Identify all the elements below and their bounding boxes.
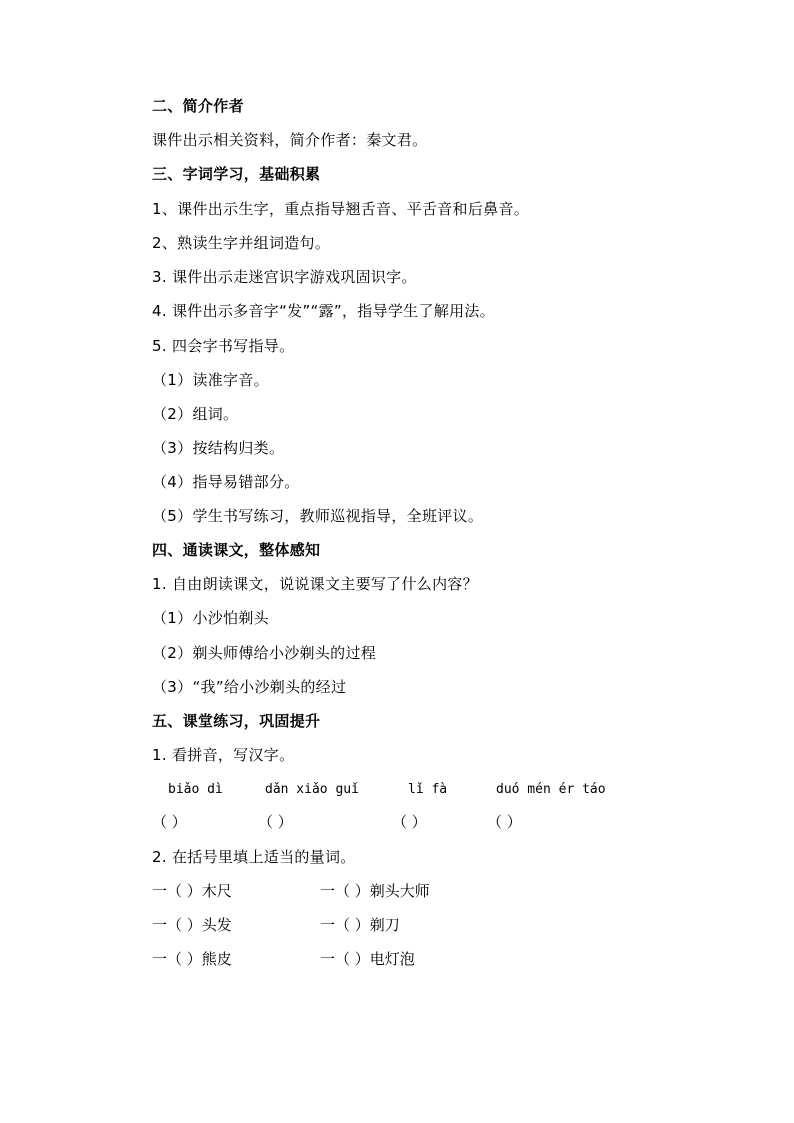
pinyin-word: biǎo dì xyxy=(168,782,223,797)
section-3-subitem: （4）指导易错部分。 xyxy=(152,473,300,491)
measure-word-item: 一（ ）熊皮 xyxy=(152,950,232,968)
section-3-subitem: （5）学生书写练习，教师巡视指导，全班评议。 xyxy=(152,507,484,525)
section-4-title: 四、通读课文，整体感知 xyxy=(152,541,321,559)
answer-blank: （ ） xyxy=(258,813,293,831)
section-3-subitem: （1）读准字音。 xyxy=(152,371,269,389)
section-3-item: 1、课件出示生字，重点指导翘舌音、平舌音和后鼻音。 xyxy=(152,200,530,218)
section-2-title: 二、简介作者 xyxy=(152,97,244,115)
section-3-item: 5. 四会字书写指导。 xyxy=(152,337,295,355)
exercise-2-prompt: 2. 在括号里填上适当的量词。 xyxy=(152,848,356,866)
pinyin-word: duó mén ér táo xyxy=(496,782,606,797)
section-5-title: 五、课堂练习，巩固提升 xyxy=(152,712,321,730)
section-3-item: 4. 课件出示多音字“发”“露”，指导学生了解用法。 xyxy=(152,302,495,320)
section-4-subitem: （1）小沙怕剃头 xyxy=(152,609,269,627)
measure-word-item: 一（ ）电灯泡 xyxy=(320,950,415,968)
measure-word-item: 一（ ）剃刀 xyxy=(320,916,400,934)
section-3-subitem: （3）按结构归类。 xyxy=(152,439,285,457)
section-3-item: 2、熟读生字并组词造句。 xyxy=(152,234,331,252)
answer-blank: （ ） xyxy=(392,813,427,831)
section-4-subitem: （3）“我”给小沙剃头的经过 xyxy=(152,678,347,696)
measure-word-item: 一（ ）剃头大师 xyxy=(320,882,430,900)
pinyin-word: lǐ fà xyxy=(408,782,448,797)
section-2-body: 课件出示相关资料，简介作者：秦文君。 xyxy=(152,131,428,149)
pinyin-word: dǎn xiǎo guǐ xyxy=(265,782,359,797)
exercise-1-prompt: 1. 看拼音，写汉字。 xyxy=(152,746,295,764)
section-4-subitem: （2）剃头师傅给小沙剃头的过程 xyxy=(152,644,377,662)
section-3-title: 三、字词学习，基础积累 xyxy=(152,165,321,183)
measure-word-item: 一（ ）头发 xyxy=(152,916,232,934)
section-4-item: 1. 自由朗读课文，说说课文主要写了什么内容？ xyxy=(152,575,478,593)
section-3-item: 3. 课件出示走迷宫识字游戏巩固识字。 xyxy=(152,268,417,286)
section-3-subitem: （2）组词。 xyxy=(152,405,239,423)
answer-blank: （ ） xyxy=(487,813,522,831)
measure-word-item: 一（ ）木尺 xyxy=(152,882,232,900)
answer-blank: （ ） xyxy=(152,813,187,831)
